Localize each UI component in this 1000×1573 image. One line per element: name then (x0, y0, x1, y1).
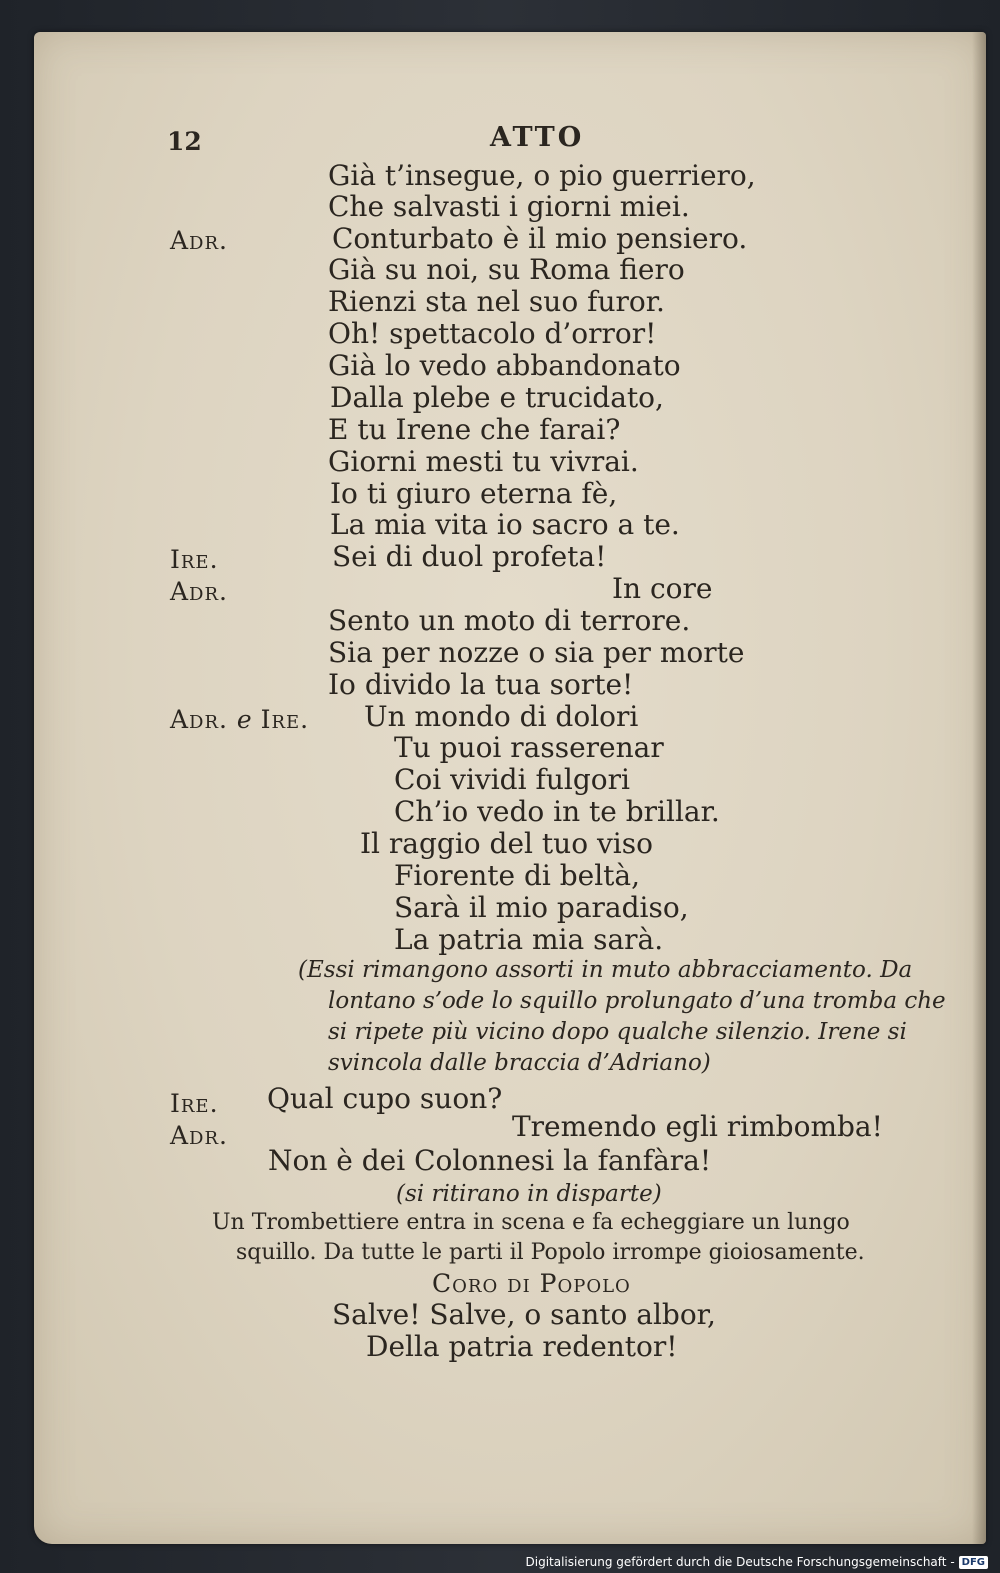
verse-line: Tu puoi rasserenar (394, 731, 664, 764)
verse-line: Sia per nozze o sia per morte (328, 636, 745, 669)
verse-line: Sarà il mio paradiso, (394, 891, 689, 924)
verse-line: Che salvasti i giorni miei. (328, 190, 690, 223)
stage-direction: (Essi rimangono assorti in muto abbracciamento. Da (298, 957, 913, 983)
speaker-label: Ire. (260, 705, 310, 734)
verse-line: Rienzi sta nel suo furor. (328, 285, 665, 318)
verse-line: Sento un moto di terrore. (328, 604, 691, 637)
verse-line: Giorni mesti tu vivrai. (328, 445, 639, 478)
verse-line: Conturbato è il mio pensiero. (332, 222, 748, 255)
verse-line: Già su noi, su Roma fiero (328, 253, 685, 286)
page-number: 12 (167, 127, 202, 156)
stage-direction: svincola dalle braccia d’Adriano) (328, 1050, 711, 1076)
verse-line: Dalla plebe e trucidato, (330, 381, 664, 414)
chorus-heading: Coro di Popolo (432, 1269, 631, 1298)
dfg-logo-icon: DFG (959, 1556, 988, 1569)
credit-text: Digitalisierung gefördert durch die Deutsche Forschungsgemeinschaft - (525, 1555, 955, 1569)
digitization-credit (526, 1555, 989, 1569)
verse-line: Io ti giuro eterna fè, (330, 477, 618, 510)
stage-direction: (si ritirano in disparte) (396, 1181, 662, 1207)
running-head: ATTO (490, 122, 585, 153)
verse-line: La patria mia sarà. (394, 923, 664, 956)
verse-line: La mia vita io sacro a te. (330, 508, 680, 541)
speaker-label: Ire. (170, 1089, 219, 1118)
stage-direction: Un Trombettiere entra in scena e fa echeggiare un lungo (212, 1210, 850, 1235)
verse-line: Ch’io vedo in te brillar. (394, 795, 720, 828)
verse-line: Della patria redentor! (366, 1330, 678, 1363)
speaker-pair (170, 703, 309, 736)
verse-line: Salve! Salve, o santo albor, (332, 1298, 716, 1331)
verse-line: Già t’insegue, o pio guerriero, (328, 159, 756, 192)
speaker-label: Adr. (170, 1121, 228, 1150)
stage-direction: squillo. Da tutte le parti il Popolo irrompe gioiosamente. (236, 1240, 865, 1265)
verse-line: E tu Irene che farai? (328, 413, 621, 446)
speaker-label: Ire. (170, 545, 219, 574)
stage-direction: si ripete più vicino dopo qualche silenzio. Irene si (328, 1019, 907, 1045)
verse-line: Già lo vedo abbandonato (328, 349, 681, 382)
verse-line: Un mondo di dolori (364, 700, 639, 733)
speaker-conjunction: e (236, 705, 252, 734)
speaker-label: Adr. (170, 226, 228, 255)
verse-line: Io divido la tua sorte! (328, 668, 634, 701)
stage-direction: lontano s’ode lo squillo prolungato d’una tromba che (328, 988, 946, 1014)
verse-line: Oh! spettacolo d’orror! (328, 317, 657, 350)
verse-line: Il raggio del tuo viso (360, 827, 653, 860)
verse-line: Qual cupo suon? (267, 1082, 503, 1115)
speaker-label: Adr. (170, 577, 228, 606)
verse-line: Fiorente di beltà, (394, 859, 641, 892)
page-edge-shadow (972, 32, 986, 1544)
verse-line: Sei di duol profeta! (332, 540, 607, 573)
verse-line: Tremendo egli rimbomba! (512, 1110, 883, 1143)
speaker-label: Adr. (170, 705, 228, 734)
verse-line: Non è dei Colonnesi la fanfàra! (268, 1144, 712, 1177)
verse-line: In core (612, 572, 713, 605)
verse-line: Coi vividi fulgori (394, 763, 630, 796)
